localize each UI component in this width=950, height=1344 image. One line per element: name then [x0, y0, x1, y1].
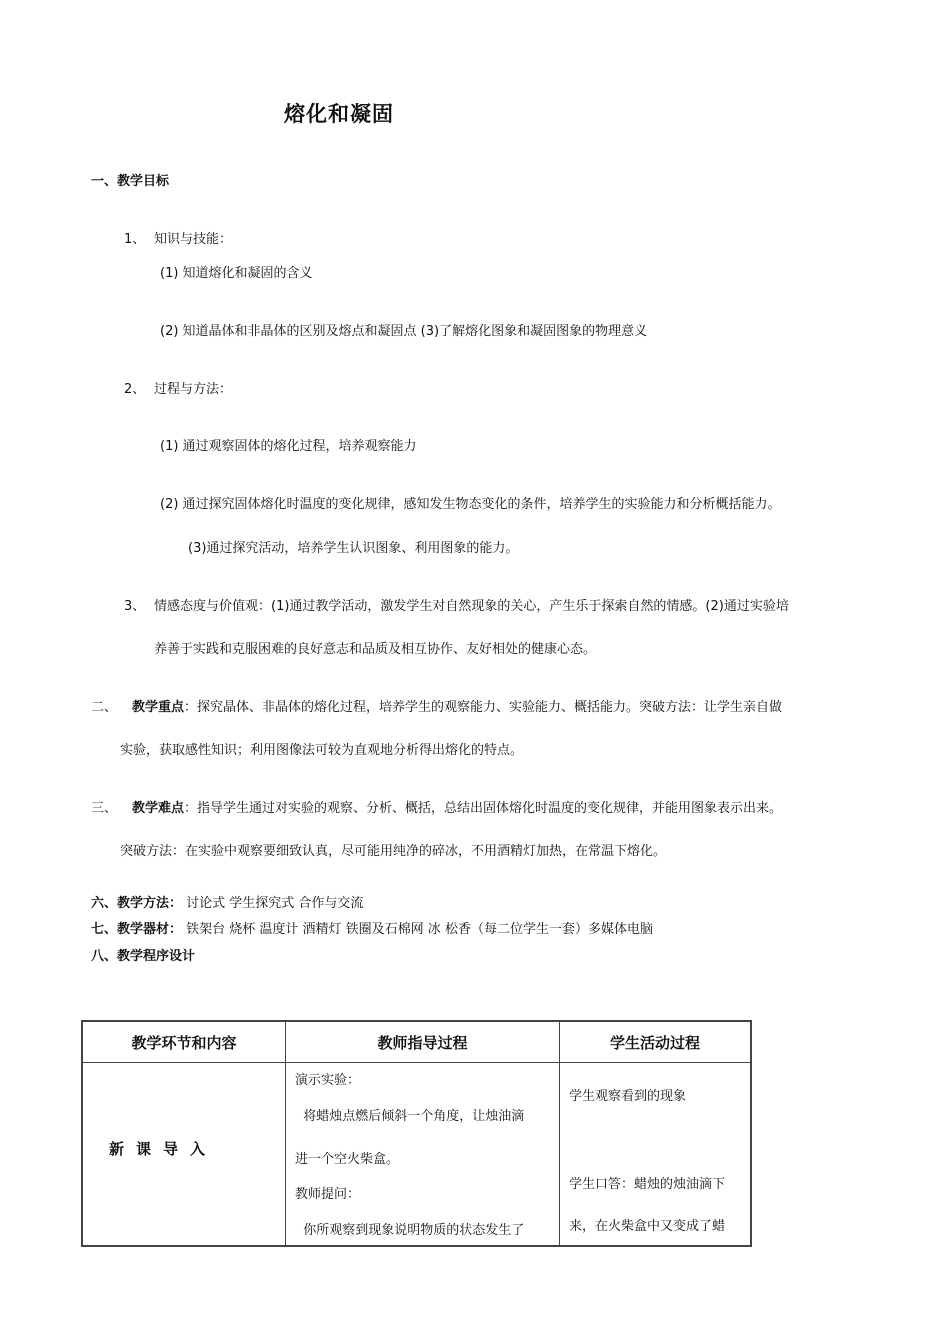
emotion-line-1: 情感态度与价值观：(1)通过教学活动，激发学生对自然现象的关心，产生乐于探索自然的情感。(2)通过实验培	[154, 599, 789, 614]
process-item-2: (2) 通过探究固体熔化时温度的变化规律，感知发生物态变化的条件，培养学生的实验能力和分析概括能力。	[160, 497, 781, 512]
section-6-label: 六、教学方法：	[91, 896, 183, 911]
student-line: 来，在火柴盒中又变成了蜡	[569, 1219, 726, 1234]
section-7-text: 铁架台 烧杯 温度计 酒精灯 铁圈及石棉网 冰 松香（每二位学生一套）多媒体电脑	[182, 922, 653, 937]
header-student: 学生活动过程	[560, 1021, 752, 1063]
lesson-plan-table	[81, 1020, 752, 1247]
teacher-line: 你所观察到现象说明物质的状态发生了	[295, 1223, 525, 1238]
student-line: 学生观察看到的现象	[569, 1089, 687, 1104]
process-number: 2、	[124, 382, 146, 397]
section-2-text: ：探究晶体、非晶体的熔化过程，培养学生的观察能力、实验能力、概括能力。突破方法：让学生亲自做	[184, 700, 783, 715]
section-8-heading: 八、教学程序设计	[91, 949, 196, 964]
page-title: 熔化和凝固	[284, 102, 394, 126]
section-2-line-2: 实验，获取感性知识；利用图像法可较为直观地分析得出熔化的特点。	[120, 743, 524, 758]
header-teacher: 教师指导过程	[286, 1021, 560, 1063]
emotion-number: 3、	[124, 599, 146, 614]
section-7-label: 七、教学器材：	[91, 922, 183, 937]
table-header-row	[82, 1021, 751, 1063]
knowledge-item-2: (2) 知道晶体和非晶体的区别及熔点和凝固点 (3)了解熔化图象和凝固图象的物理意义	[160, 324, 648, 339]
section-3-line-1	[132, 797, 782, 816]
cell-student	[560, 1063, 752, 1247]
process-item-1: (1) 通过观察固体的熔化过程，培养观察能力	[160, 439, 417, 454]
section-3-number: 三、	[91, 801, 118, 816]
teacher-line: 将蜡烛点燃后倾斜一个角度，让烛油滴	[295, 1109, 525, 1124]
row-section-title: 新课导入	[109, 1140, 218, 1158]
section-6-text: 讨论式 学生探究式 合作与交流	[182, 896, 364, 911]
section-2-number: 二、	[91, 700, 118, 715]
section-6	[91, 892, 363, 911]
section-2-line-1	[132, 696, 782, 715]
section-7	[91, 918, 653, 937]
cell-teacher	[286, 1063, 560, 1247]
section-3-label: 教学难点	[132, 801, 185, 816]
knowledge-number: 1、	[124, 232, 146, 247]
section-3-line-2: 突破方法：在实验中观察要细致认真，尽可能用纯净的碎冰，不用酒精灯加热，在常温下熔化。	[120, 844, 667, 859]
teacher-line: 演示实验：	[295, 1073, 361, 1088]
emotion-line-2: 养善于实践和克服困难的良好意志和品质及相互协作、友好相处的健康心态。	[154, 642, 597, 657]
section-3-text: ：指导学生通过对实验的观察、分析、概括，总结出固体熔化时温度的变化规律，并能用图象表示出来。	[184, 801, 783, 816]
knowledge-item-1: (1) 知道熔化和凝固的含义	[160, 266, 313, 281]
process-label: 过程与方法：	[154, 382, 233, 397]
teacher-line: 教师提问：	[295, 1187, 361, 1202]
section-2-label: 教学重点	[132, 700, 185, 715]
section-1-heading: 一、教学目标	[91, 174, 170, 189]
student-line: 学生口答：蜡烛的烛油滴下	[569, 1177, 726, 1192]
table-row	[82, 1063, 751, 1247]
process-item-3: (3)通过探究活动，培养学生认识图象、利用图象的能力。	[188, 541, 519, 556]
teacher-line: 进一个空火柴盒。	[295, 1152, 400, 1167]
header-section: 教学环节和内容	[82, 1021, 286, 1063]
knowledge-label: 知识与技能：	[154, 232, 233, 247]
cell-section	[82, 1063, 286, 1247]
